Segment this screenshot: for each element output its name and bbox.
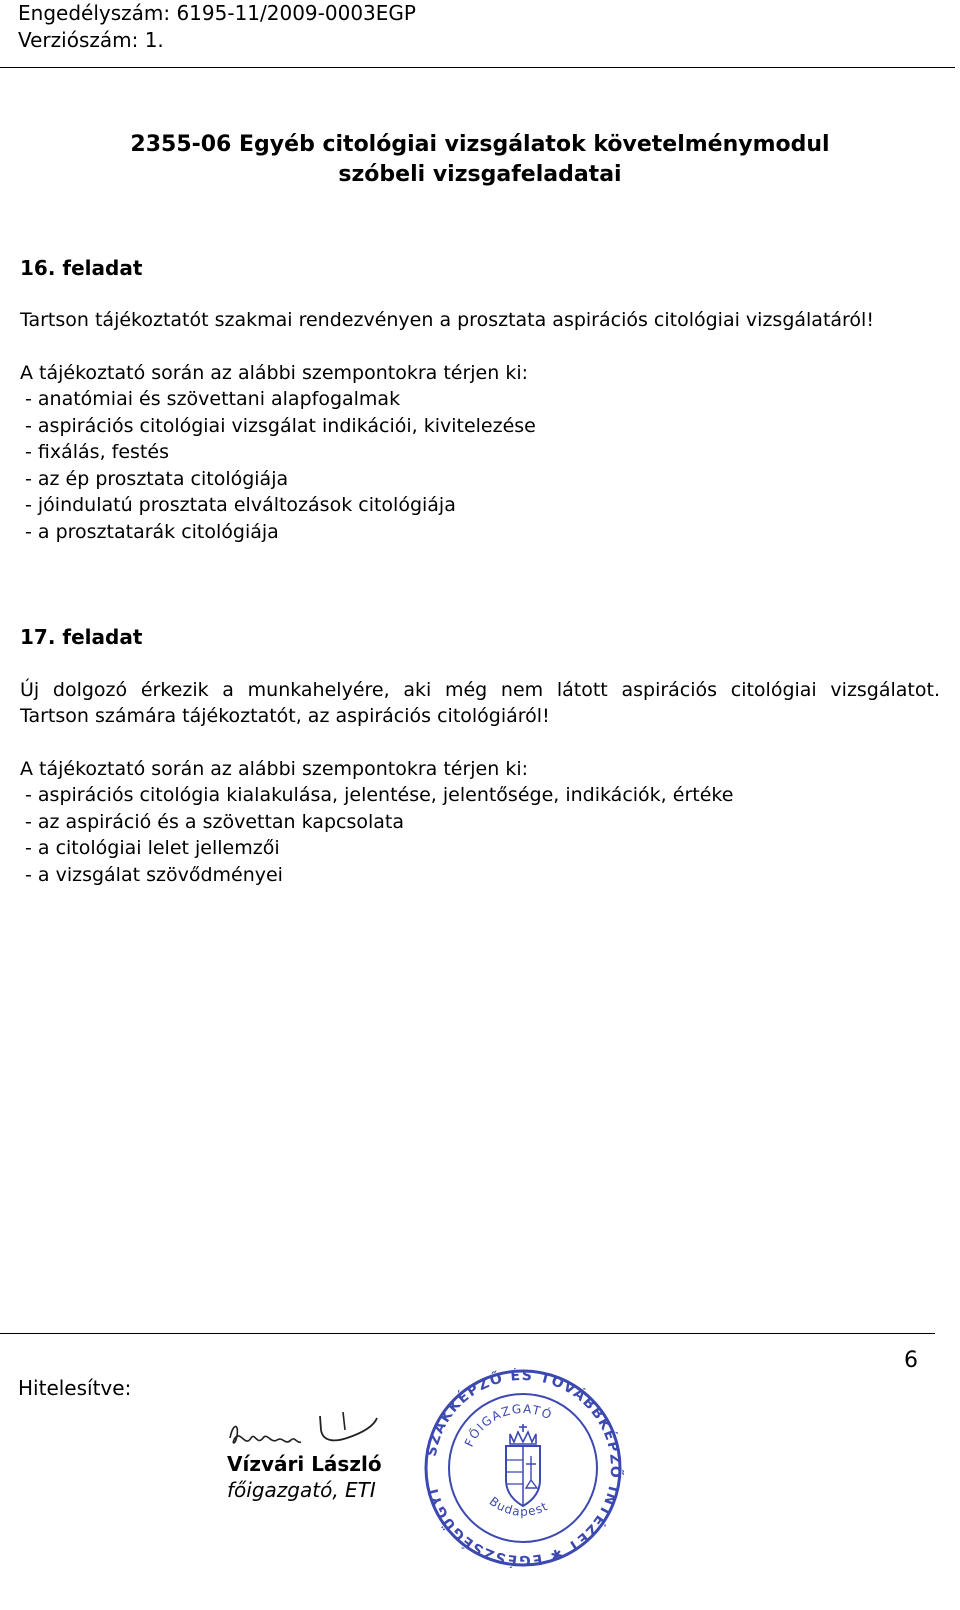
official-stamp — [418, 1368, 628, 1568]
task-16-instruction: Tartson tájékoztatót szakmai rendezvényen a prosztata aspirációs citológiai vizsgálatáról! — [20, 309, 874, 331]
list-item: - jóindulatú prosztata elváltozások citológiája — [25, 494, 456, 516]
footer-divider — [0, 1333, 935, 1334]
list-item: - anatómiai és szövettani alapfogalmak — [25, 388, 401, 410]
task-16-heading: 16. feladat — [20, 256, 143, 280]
list-item: - a prosztatarák citológiája — [25, 520, 279, 543]
task-16-intro: A tájékoztató során az alábbi szempontokra térjen ki: — [20, 362, 528, 384]
task-17-intro: A tájékoztató során az alábbi szempontokra térjen ki: — [20, 758, 528, 780]
authentication-label: Hitelesítve: — [18, 1376, 132, 1400]
version-number: Verziószám: 1. — [18, 28, 164, 52]
task-17-heading: 17. feladat — [20, 625, 143, 649]
list-item: - aspirációs citológia kialakulása, jelentése, jelentősége, indikációk, értéke — [25, 784, 734, 806]
document-title-line2: szóbeli vizsgafeladatai — [338, 162, 622, 187]
task-17-points — [25, 782, 733, 888]
document-title-line1: 2355-06 Egyéb citológiai vizsgálatok követelménymodul — [130, 132, 830, 157]
svg-text:SZAKKÉPZŐ ÉS TOVÁBBKÉPZŐ INTÉZ: SZAKKÉPZŐ ÉS TOVÁBBKÉPZŐ INTÉZET ✱ EGÉSZSÉGÜGYI — [423, 1368, 624, 1568]
task-17-instruction-line1: Új dolgozó érkezik a munkahelyére, aki még nem látott aspirációs citológiai vizsgálatot. — [20, 679, 940, 701]
page-number: 6 — [904, 1348, 918, 1373]
list-item: - az ép prosztata citológiája — [25, 467, 289, 490]
list-item: - az aspiráció és a szövettan kapcsolata — [25, 810, 404, 833]
license-number: Engedélyszám: 6195-11/2009-0003EGP — [18, 1, 416, 25]
signer-title: főigazgató, ETI — [227, 1478, 376, 1502]
list-item: - aspirációs citológiai vizsgálat indikációi, kivitelezése — [25, 414, 536, 437]
handwritten-signature — [225, 1408, 390, 1458]
signer-name: Vízvári László — [227, 1452, 382, 1476]
svg-text:FŐIGAZGATÓ: FŐIGAZGATÓ — [461, 1401, 555, 1450]
svg-text:Budapest: Budapest — [486, 1493, 551, 1519]
header-divider — [0, 67, 955, 68]
list-item: - a citológiai lelet jellemzői — [25, 837, 280, 859]
list-item: - a vizsgálat szövődményei — [25, 863, 283, 886]
task-17-instruction-line2: Tartson számára tájékoztatót, az aspirációs citológiáról! — [20, 705, 550, 727]
list-item: - fixálás, festés — [25, 441, 169, 463]
task-16-points — [25, 386, 536, 545]
